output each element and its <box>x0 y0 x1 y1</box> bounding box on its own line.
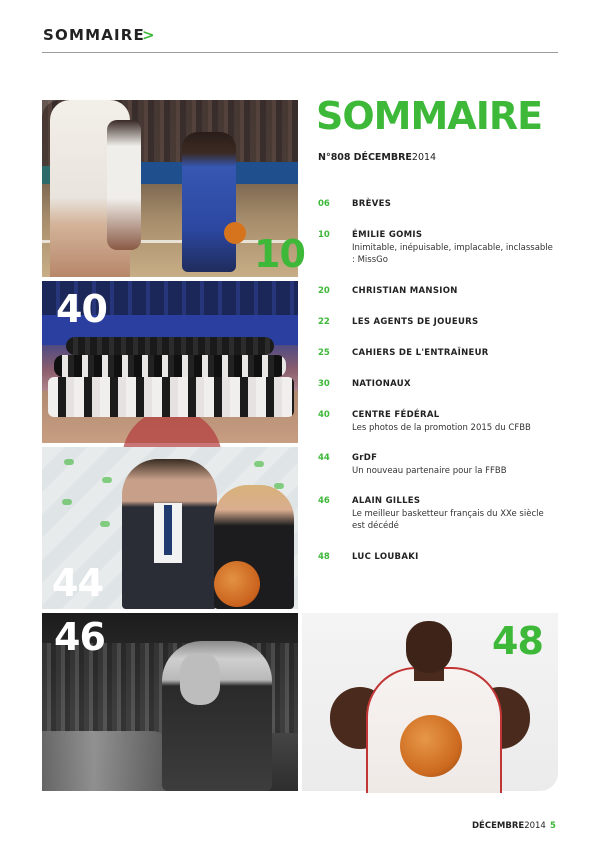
toc-title: CAHIERS DE L'ENTRAÎNEUR <box>352 348 489 358</box>
section-header <box>42 26 558 53</box>
photo-grdf <box>42 447 298 609</box>
photo-luc-loubaki <box>302 613 558 791</box>
photo-page-number: 48 <box>492 619 543 663</box>
photo-backdrop-logo <box>62 499 72 505</box>
photo-backdrop-logo <box>254 461 264 467</box>
footer-month: DÉCEMBRE <box>472 821 525 831</box>
photo-head <box>406 621 452 673</box>
toc-title: LUC LOUBAKI <box>352 552 419 562</box>
toc-title: CHRISTIAN MANSION <box>352 286 458 296</box>
toc-page-number: 25 <box>318 348 330 358</box>
toc-subtitle: Inimitable, inépuisable, implacable, inclassable : MissGo <box>352 243 553 265</box>
footer-year: 2014 <box>524 821 546 831</box>
basketball-icon <box>214 561 260 607</box>
photo-page-number: 40 <box>56 287 107 331</box>
photo-backdrop-logo <box>100 521 110 527</box>
chevron-right-icon: > <box>142 26 155 44</box>
footer-date <box>472 821 546 831</box>
photo-centre-federal <box>42 281 298 443</box>
toc-subtitle: Un nouveau partenaire pour la FFBB <box>352 466 507 476</box>
toc-title: ÉMILIE GOMIS <box>352 230 423 240</box>
photo-team-row <box>66 337 274 355</box>
toc-page-number: 22 <box>318 317 330 327</box>
issue-year: 2014 <box>411 152 437 163</box>
photo-page-number: 44 <box>52 561 103 605</box>
page-title: SOMMAIRE <box>316 94 543 138</box>
issue-number: N°808 <box>318 152 351 163</box>
toc-subtitle: Les photos de la promotion 2015 du CFBB <box>352 423 531 433</box>
photo-bench <box>42 731 172 791</box>
photo-emilie-gomis <box>42 100 305 277</box>
toc-page-number: 44 <box>318 453 330 463</box>
issue-line <box>318 152 436 163</box>
toc-title: ALAIN GILLES <box>352 496 421 506</box>
toc-page-number: 48 <box>318 552 330 562</box>
photo-player <box>182 132 236 272</box>
photo-player <box>107 120 141 250</box>
toc-title: GrDF <box>352 453 378 463</box>
photo-tie <box>164 505 172 555</box>
toc-page-number: 46 <box>318 496 330 506</box>
photo-team-row <box>54 355 286 377</box>
toc-page-number: 20 <box>318 286 330 296</box>
toc-title: NATIONAUX <box>352 379 411 389</box>
toc-page-number: 06 <box>318 199 330 209</box>
photo-face <box>180 653 220 705</box>
toc-subtitle: Le meilleur basketteur français du XXe siècle est décédé <box>352 509 544 531</box>
basketball-icon <box>400 715 462 777</box>
header-title: SOMMAIRE <box>43 26 145 44</box>
toc-page-number: 30 <box>318 379 330 389</box>
photo-alain-gilles <box>42 613 298 791</box>
basketball-icon <box>224 222 246 244</box>
toc-page-number: 10 <box>318 230 330 240</box>
photo-backdrop-logo <box>64 459 74 465</box>
toc-title: LES AGENTS DE JOUEURS <box>352 317 479 327</box>
issue-month: DÉCEMBRE <box>353 152 412 163</box>
photo-page-number: 10 <box>254 232 305 276</box>
toc-title: BRÈVES <box>352 199 392 209</box>
toc-page-number: 40 <box>318 410 330 420</box>
footer-page-number: 5 <box>550 821 556 831</box>
photo-page-number: 46 <box>54 615 105 659</box>
toc-title: CENTRE FÉDÉRAL <box>352 410 440 420</box>
photo-backdrop-logo <box>102 477 112 483</box>
photo-team-row <box>48 377 294 417</box>
